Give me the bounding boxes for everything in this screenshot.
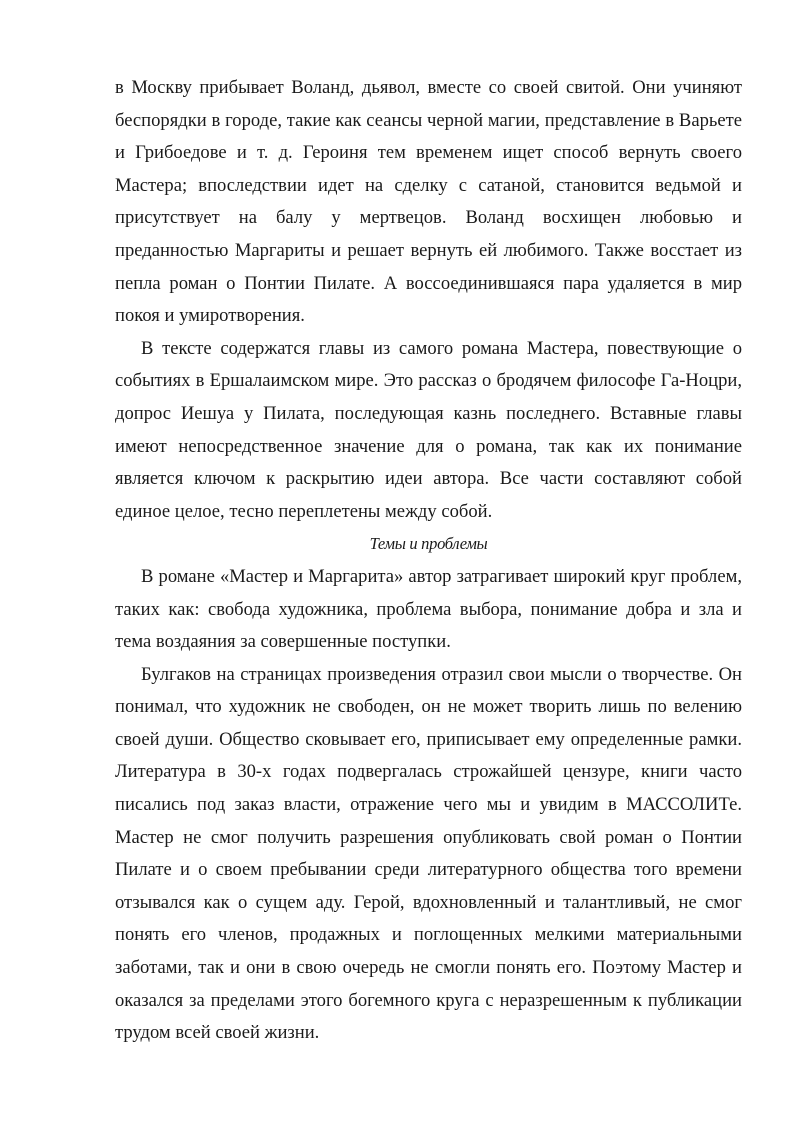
document-page: [115, 72, 742, 1050]
paragraph-continuation: в Москву прибывает Воланд, дьявол, вместе со своей свитой. Они учиняют беспорядки в городе, такие как сеансы черной магии, представление в Варьете и Грибоедове и т. д. Героиня тем временем ищет способ вернуть своего Мастера; впоследствии идет на сделку с сатаной, становится ведьмой и присутствует на балу у мертвецов. Воланд восхищен любовью и преданностью Маргариты и решает вернуть ей любимого. Также восстает из пепла роман о Понтии Пилате. А воссоединившаяся пара удаляется в мир покоя и умиротворения.: [115, 77, 742, 327]
section-heading: Темы и проблемы: [369, 534, 488, 554]
paragraph-themes-intro: В романе «Мастер и Маргарита» автор затрагивает широкий круг проблем, таких как: свобода художника, проблема выбора, понимание добра и зла и тема воздаяния за совершенные поступки.: [115, 565, 742, 653]
paragraph-creativity: Булгаков на страницах произведения отразил свои мысли о творчестве. Он понимал, что художник не свободен, он не может творить лишь по велению своей души. Общество сковывает его, приписывает ему определенные рамки. Литература в 30-х годах подвергалась строжайшей цензуре, книги часто писались под заказ власти, отражение чего мы и увидим в МАССОЛИТе. Мастер не смог получить разрешения опубликовать свой роман о Понтии Пилате и о своем пребывании среди литературного общества того времени отзывался как о сущем аду. Герой, вдохновленный и талантливый, не смог понять его членов, продажных и поглощенных мелкими материальными заботами, так и они в свою очередь не смогли понять его. Поэтому Мастер и оказался за пределами этого богемного круга с неразрешенным к публикации трудом всей своей жизни.: [115, 663, 742, 1044]
paragraph-inserted-chapters: В тексте содержатся главы из самого романа Мастера, повествующие о событиях в Ершалаимском мире. Это рассказ о бродячем философе Га-Ноцри, допрос Иешуа у Пилата, последующая казнь последнего. Вставные главы имеют непосредственное значение для о романа, так как их понимание является ключом к раскрытию идеи автора. Все части составляют собой единое целое, тесно переплетены между собой.: [115, 337, 742, 522]
